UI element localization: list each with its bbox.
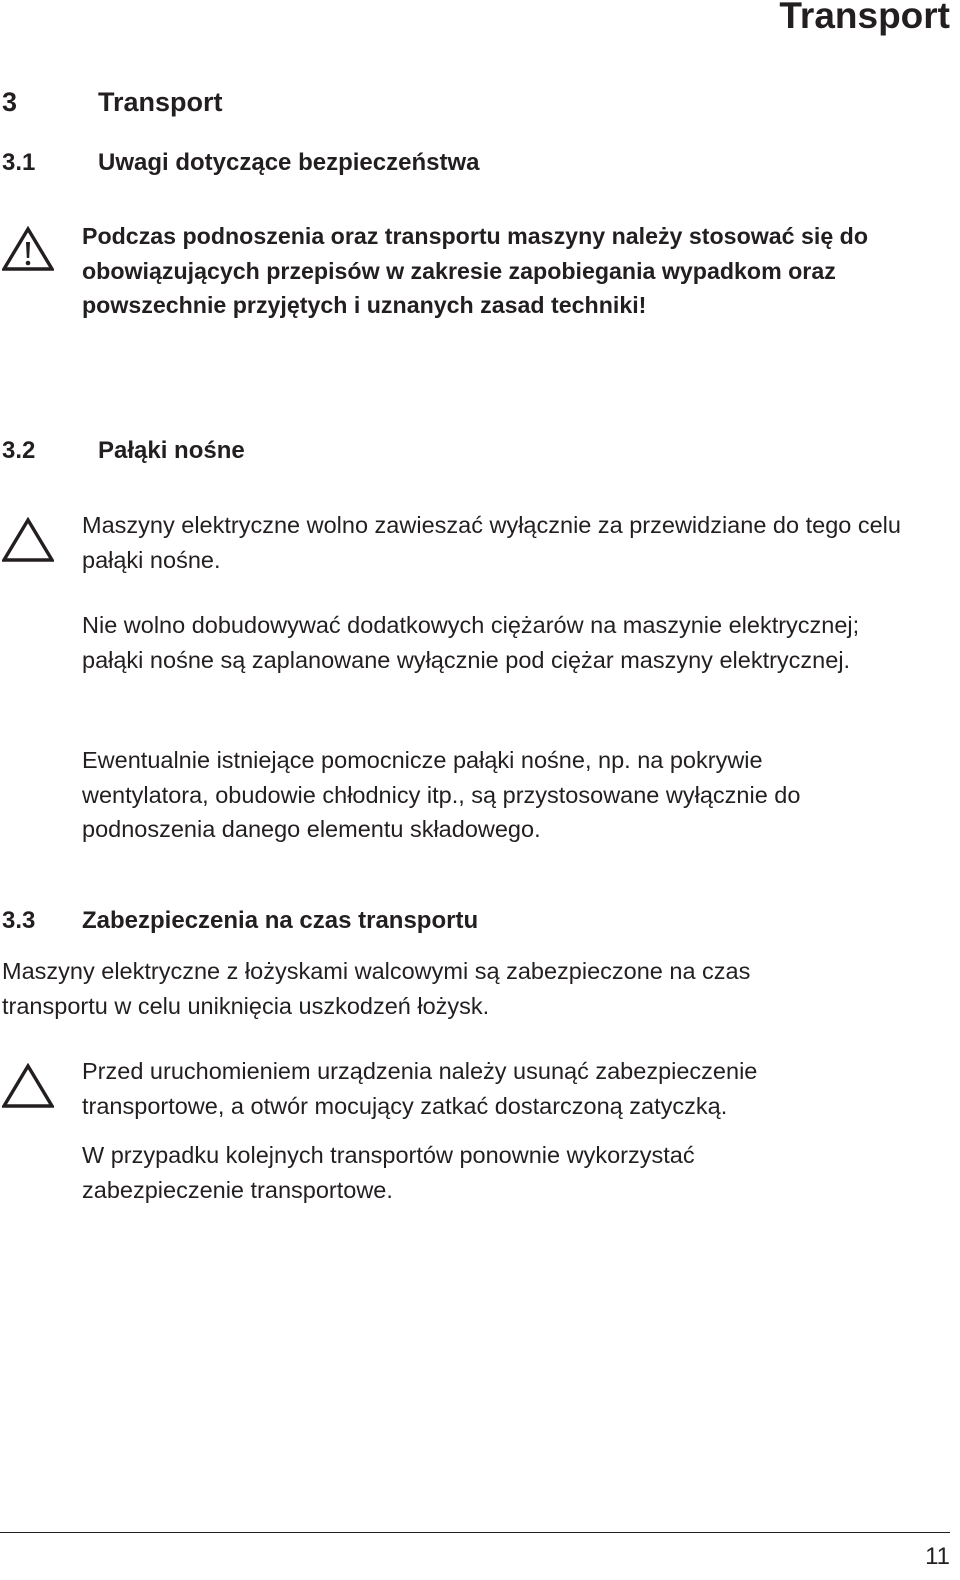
warning-triangle-icon — [2, 517, 54, 563]
subsection-number: 3.1 — [2, 149, 36, 176]
paragraph: Maszyny elektryczne wolno zawieszać wyłącznie za przewidziane do tego celu pałąki nośne. — [82, 512, 901, 573]
page-number: 11 — [925, 1543, 950, 1570]
footer-rule — [0, 1532, 950, 1533]
subsection-heading-3-3 — [2, 905, 702, 937]
section-number: 3 — [2, 87, 18, 117]
paragraph: Nie wolno dobudowywać dodatkowych ciężarów na maszynie elektrycznej; pałąki nośne są zaplanowane wyłącznie pod ciężar maszyny elektrycznej. — [82, 612, 860, 673]
section-heading — [2, 84, 402, 120]
paragraph: W przypadku kolejnych transportów ponownie wykorzystać zabezpieczenie transportowe. — [82, 1142, 695, 1203]
subsection-title: Pałąki nośne — [98, 437, 245, 464]
subsection-title: Zabezpieczenia na czas transportu — [82, 907, 479, 934]
subsection-number: 3.2 — [2, 437, 36, 464]
warning-triangle-icon — [2, 1063, 54, 1109]
warning-exclamation-icon — [2, 226, 54, 272]
safety-warning-text: Podczas podnoszenia oraz transportu maszyny należy stosować się do obowiązujących przepisów w zakresie zapobiegania wypadkom oraz powszechnie przyjętych i uznanych zasad techniki! — [82, 223, 869, 318]
paragraph: Przed uruchomieniem urządzenia należy usunąć zabezpieczenie transportowe, a otwór mocujący zatkać dostarczoną zatyczką. — [82, 1058, 758, 1119]
subsection-heading-3-2 — [2, 435, 702, 467]
subsection-heading-3-1 — [2, 147, 702, 179]
subsection-number: 3.3 — [2, 907, 36, 934]
paragraph: Maszyny elektryczne z łożyskami walcowymi są zabezpieczone na czas transportu w celu uniknięcia uszkodzeń łożysk. — [2, 958, 751, 1019]
running-header: Transport — [779, 0, 950, 36]
paragraph: Ewentualnie istniejące pomocnicze pałąki nośne, np. na pokrywie wentylatora, obudowie chłodnicy itp., są przystosowane wyłącznie do podnoszenia danego elementu składowego. — [82, 747, 801, 842]
subsection-title: Uwagi dotyczące bezpieczeństwa — [98, 149, 480, 176]
section-title: Transport — [98, 87, 223, 117]
